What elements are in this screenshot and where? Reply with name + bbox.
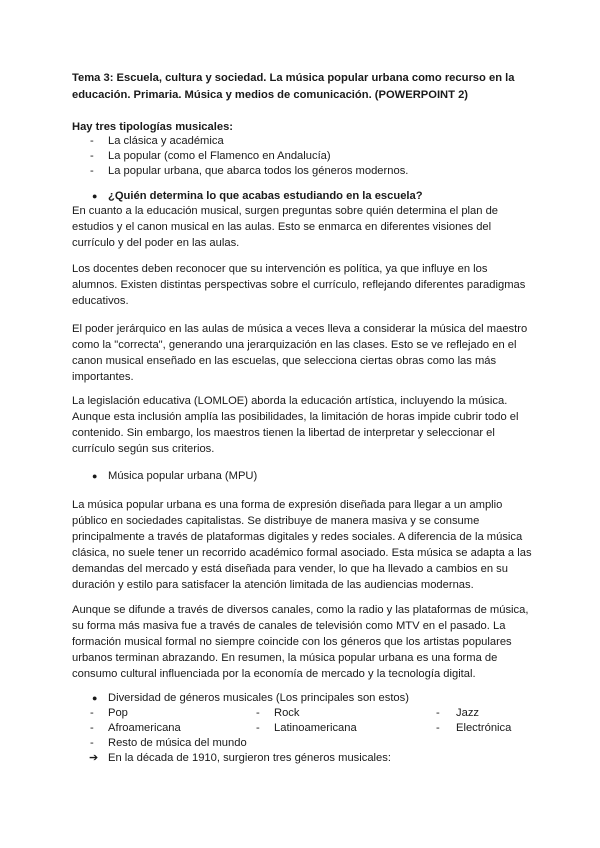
bullet-icon: ● bbox=[92, 471, 98, 481]
dash-marker: - bbox=[90, 150, 94, 162]
genre-item: Afroamericana bbox=[108, 722, 181, 734]
genre-item: Pop bbox=[108, 707, 128, 719]
dash-marker: - bbox=[90, 707, 94, 719]
section2-heading: Música popular urbana (MPU) bbox=[108, 470, 258, 482]
tipologias-heading: Hay tres tipologías musicales: bbox=[72, 121, 234, 133]
bullet-icon: ● bbox=[92, 693, 98, 703]
list-item: La popular urbana, que abarca todos los géneros modernos. bbox=[108, 165, 409, 177]
section1-paragraph: Los docentes deben reconocer que su intervención es política, ya que influye en los alumnos. Existen distintas perspectivas sobre el currículo, reflejando diferentes paradigmas educativos. bbox=[72, 263, 526, 307]
genre-item: Rock bbox=[274, 707, 300, 719]
dash-marker: - bbox=[256, 707, 260, 719]
section3-heading: Diversidad de géneros musicales (Los principales son estos) bbox=[108, 692, 409, 704]
list-item: La popular (como el Flamenco en Andalucía) bbox=[108, 150, 331, 162]
section1-paragraph: El poder jerárquico en las aulas de música a veces lleva a considerar la música del maestro como la "correcta", generando una jerarquización en las clases. Esto se ve reflejado en el canon musical enseñado en las escuelas, que selecciona ciertas obras como las más importantes. bbox=[72, 323, 528, 383]
section1-paragraph: La legislación educativa (LOMLOE) aborda la educación artística, incluyendo la música. Aunque esta inclusión amplía las posibilidades, la limitación de horas impide cubrir todo el contenido. Sin embargo, los maestros tienen la libertad de interpretar y seleccionar el currículo según sus criterios. bbox=[72, 395, 519, 455]
section1-heading: ¿Quién determina lo que acabas estudiando en la escuela? bbox=[108, 190, 423, 202]
section1-paragraph: En cuanto a la educación musical, surgen preguntas sobre quién determina el plan de estudios y el canon musical en las aulas. Esto se enmarca en diferentes visiones del currículo y del poder en las aulas. bbox=[72, 205, 499, 249]
genre-item: Jazz bbox=[456, 707, 480, 719]
dash-marker: - bbox=[436, 707, 440, 719]
genre-item: Latinoamericana bbox=[274, 722, 357, 734]
list-item: La clásica y académica bbox=[108, 135, 224, 147]
arrow-icon: ➔ bbox=[89, 752, 99, 764]
document-title: Tema 3: Escuela, cultura y sociedad. La música popular urbana como recurso en la educación. Primaria. Música y medios de comunicación. (POWERPOINT 2) bbox=[72, 72, 515, 101]
section2-paragraph: Aunque se difunde a través de diversos canales, como la radio y las plataformas de música, su forma más masiva fue a través de canales de televisión como MTV en el pasado. La formación musical formal no siempre coincide con los géneros que los artistas populares urbanos terminan abrazando. En resumen, la música popular urbana es una forma de consumo cultural influenciada por la economía de mercado y la tecnología digital. bbox=[72, 604, 529, 680]
genre-item: Resto de música del mundo bbox=[108, 737, 247, 749]
dash-marker: - bbox=[256, 722, 260, 734]
dash-marker: - bbox=[90, 135, 94, 147]
dash-marker: - bbox=[90, 165, 94, 177]
dash-marker: - bbox=[436, 722, 440, 734]
genre-item: Electrónica bbox=[456, 722, 512, 734]
dash-marker: - bbox=[90, 737, 94, 749]
arrow-item: En la década de 1910, surgieron tres géneros musicales: bbox=[108, 752, 391, 764]
dash-marker: - bbox=[90, 722, 94, 734]
section2-paragraph: La música popular urbana es una forma de expresión diseñada para llegar a un amplio público en sociedades capitalistas. Se distribuye de manera masiva y se consume principalmente a través de plataformas digitales y redes sociales. A diferencia de la música clásica, no suele tener un recorrido académico formal asociado. Esta música se adapta a las demandas del mercado y está diseñada para vender, lo que ha llevado a cambios en su duración y estilo para satisfacer la atención limitada de las audiencias modernas. bbox=[72, 499, 532, 591]
bullet-icon: ● bbox=[92, 191, 98, 201]
